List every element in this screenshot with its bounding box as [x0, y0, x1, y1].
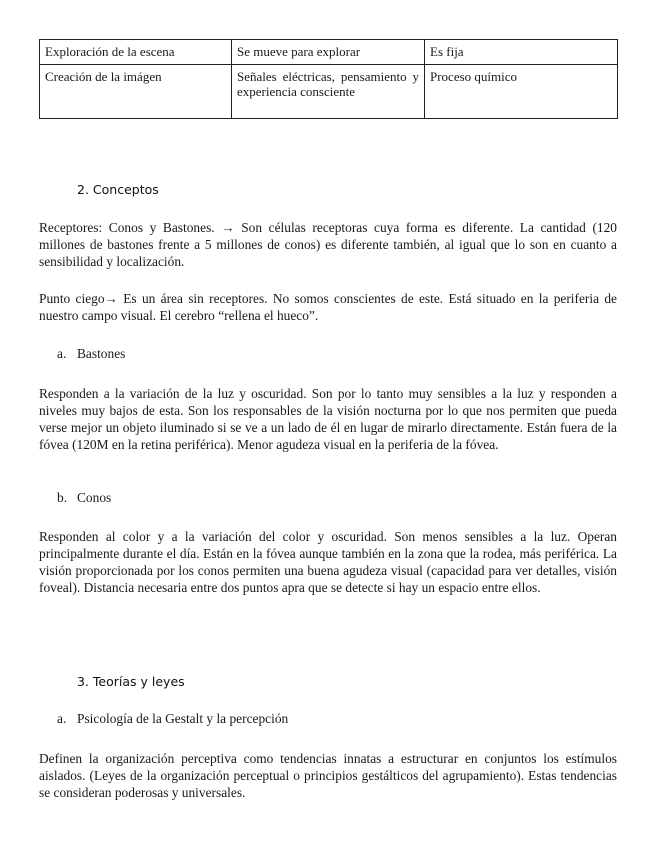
section-heading-teorias: 3. Teorías y leyes — [77, 674, 185, 689]
table-cell: Creación de la imágen — [40, 65, 232, 119]
table-cell: Proceso químico — [425, 65, 618, 119]
table-cell: Es fija — [425, 40, 618, 65]
comparison-table — [39, 39, 618, 119]
subheading-label: Conos — [77, 490, 112, 505]
list-marker: b. — [57, 490, 68, 505]
table-cell: Exploración de la escena — [40, 40, 232, 65]
table-cell: Se mueve para explorar — [232, 40, 425, 65]
section-heading-conceptos: 2. Conceptos — [77, 182, 159, 197]
paragraph-receptores: Receptores: Conos y Bastones. → Son células receptoras cuya forma es diferente. La cantidad (120 millones de bastones frente a 5 millones de conos) es diferente también, al igual que lo son en cuanto a sensibilidad y localización. — [39, 220, 617, 269]
subheading-label: Bastones — [77, 346, 126, 361]
list-marker: a. — [57, 346, 67, 361]
table-row — [40, 65, 618, 119]
paragraph-punto-ciego: Punto ciego→ Es un área sin receptores. No somos conscientes de este. Está situado en la periferia de nuestro campo visual. El cerebro “rellena el hueco”. — [39, 291, 617, 323]
table-row — [40, 40, 618, 65]
subheading-conos — [57, 490, 111, 506]
subheading-bastones — [57, 346, 125, 362]
list-marker: a. — [57, 711, 67, 726]
subheading-label: Psicología de la Gestalt y la percepción — [77, 711, 289, 726]
paragraph-bastones: Responden a la variación de la luz y oscuridad. Son por lo tanto muy sensibles a la luz y responden a niveles muy bajos de esta. Son los responsables de la visión nocturna por lo que nos permiten que pueda verse mejor un objeto iluminado si se ve a un lado de él en lugar de mirarlo directamente. Están fuera de la fóvea (120M en la retina periférica). Menor agudeza visual en la periferia de la fóvea. — [39, 386, 617, 452]
table-cell: Señales eléctricas, pensamiento y experiencia consciente — [232, 65, 425, 119]
paragraph-gestalt: Definen la organización perceptiva como tendencias innatas a estructurar en conjuntos los estímulos aislados. (Leyes de la organización perceptual o principios gestálticos del agrupamiento). Estas tendencias se consideran poderosas y universales. — [39, 751, 617, 800]
paragraph-conos: Responden al color y a la variación del color y oscuridad. Son menos sensibles a la luz. Operan principalmente durante el día. Están en la fóvea aunque también en la zona que la rodea, más periférica. La visión proporcionada por los conos permiten una buena agudeza visual (capacidad para ver detalles, visión foveal). Distancia necesaria entre dos puntos apra que se detecte si hay un espacio entre ellos. — [39, 529, 617, 595]
subheading-gestalt — [57, 711, 288, 727]
